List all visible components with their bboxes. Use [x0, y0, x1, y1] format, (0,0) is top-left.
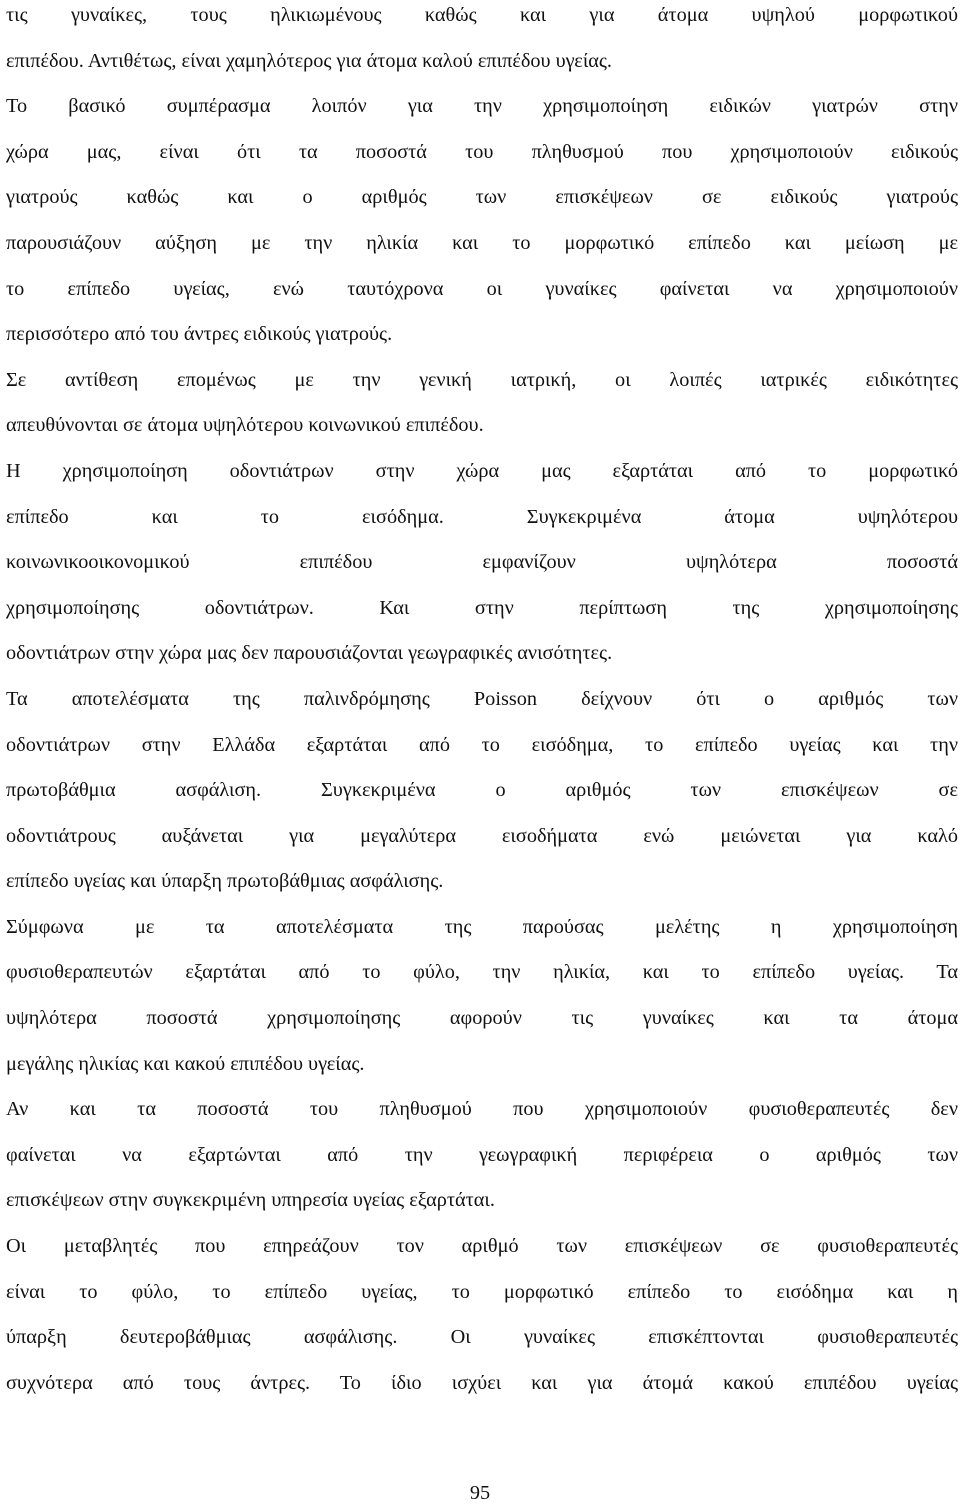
text-line: γιατρούς καθώς και ο αριθμός των επισκέψεων σε ειδικούς γιατρούς	[6, 186, 958, 209]
text-line: κοινωνικοοικονομικού επιπέδου εμφανίζουν υψηλότερα ποσοστά	[6, 551, 958, 574]
text-line: υψηλότερα ποσοστά χρησιμοποίησης αφορούν τις γυναίκες και τα άτομα	[6, 1007, 958, 1030]
text-line: πρωτοβάθμια ασφάλιση. Συγκεκριμένα ο αριθμός των επισκέψεων σε	[6, 779, 958, 802]
text-line: φαίνεται να εξαρτώνται από την γεωγραφική περιφέρεια ο αριθμός των	[6, 1143, 958, 1166]
text-line: Αν και τα ποσοστά του πληθυσμού που χρησιμοποιούν φυσιοθεραπευτές δεν	[6, 1098, 958, 1121]
text-line: Οι μεταβλητές που επηρεάζουν τον αριθμό των επισκέψεων σε φυσιοθεραπευτές	[6, 1235, 958, 1258]
text-line: Το βασικό συμπέρασμα λοιπόν για την χρησιμοποίηση ειδικών γιατρών στην	[6, 95, 958, 118]
text-line: χρησιμοποίησης οδοντιάτρων. Και στην περίπτωση της χρησιμοποίησης	[6, 596, 958, 619]
text-line: Τα αποτελέσματα της παλινδρόμησης Poisson δείχνουν ότι ο αριθμός των	[6, 687, 958, 710]
text-line: επισκέψεων στην συγκεκριμένη υπηρεσία υγείας εξαρτάται.	[6, 1189, 495, 1212]
text-line: επίπεδο υγείας και ύπαρξη πρωτοβάθμιας ασφάλισης.	[6, 870, 444, 893]
text-line: Η χρησιμοποίηση οδοντιάτρων στην χώρα μας εξαρτάται από το μορφωτικό	[6, 459, 958, 482]
text-line: οδοντιάτρους αυξάνεται για μεγαλύτερα εισοδήματα ενώ μειώνεται για καλό	[6, 824, 958, 847]
text-line: μεγάλης ηλικίας και κακού επιπέδου υγείας.	[6, 1052, 365, 1075]
text-line: φυσιοθεραπευτών εξαρτάται από το φύλο, την ηλικία, και το επίπεδο υγείας. Τα	[6, 961, 958, 984]
text-line: απευθύνονται σε άτομα υψηλότερου κοινωνικού επιπέδου.	[6, 414, 484, 437]
text-line: τις γυναίκες, τους ηλικιωμένους καθώς και για άτομα υψηλού μορφωτικού	[6, 4, 958, 26]
page-number: 95	[469, 1482, 491, 1504]
text-line: παρουσιάζουν αύξηση με την ηλικία και το μορφωτικό επίπεδο και μείωση με	[6, 231, 958, 254]
text-line: συχνότερα από τους άντρες. Το ίδιο ισχύει και για άτομά κακού επιπέδου υγείας	[6, 1371, 958, 1394]
text-line: χώρα μας, είναι ότι τα ποσοστά του πληθυσμού που χρησιμοποιούν ειδικούς	[6, 140, 958, 163]
text-line: είναι το φύλο, το επίπεδο υγείας, το μορφωτικό επίπεδο το εισόδημα και η	[6, 1280, 958, 1303]
text-line: περισσότερο από του άντρες ειδικούς γιατρούς.	[6, 323, 393, 346]
text-line: επιπέδου. Αντιθέτως, είναι χαμηλότερος για άτομα καλού επιπέδου υγείας.	[6, 49, 612, 72]
text-line: Σύμφωνα με τα αποτελέσματα της παρούσας μελέτης η χρησιμοποίηση	[6, 915, 958, 938]
text-line: ύπαρξη δευτεροβάθμιας ασφάλισης. Οι γυναίκες επισκέπτονται φυσιοθεραπευτές	[6, 1326, 958, 1349]
document-body	[6, 0, 958, 1406]
text-line: επίπεδο και το εισόδημα. Συγκεκριμένα άτομα υψηλότερου	[6, 505, 958, 528]
text-line: Σε αντίθεση επομένως με την γενική ιατρική, οι λοιπές ιατρικές ειδικότητες	[6, 368, 958, 391]
text-line: οδοντιάτρων στην Ελλάδα εξαρτάται από το εισόδημα, το επίπεδο υγείας και την	[6, 733, 958, 756]
text-line: οδοντιάτρων στην χώρα μας δεν παρουσιάζονται γεωγραφικές ανισότητες.	[6, 642, 613, 665]
text-line: το επίπεδο υγείας, ενώ ταυτόχρονα οι γυναίκες φαίνεται να χρησιμοποιούν	[6, 277, 958, 300]
text-block	[6, 0, 958, 1406]
